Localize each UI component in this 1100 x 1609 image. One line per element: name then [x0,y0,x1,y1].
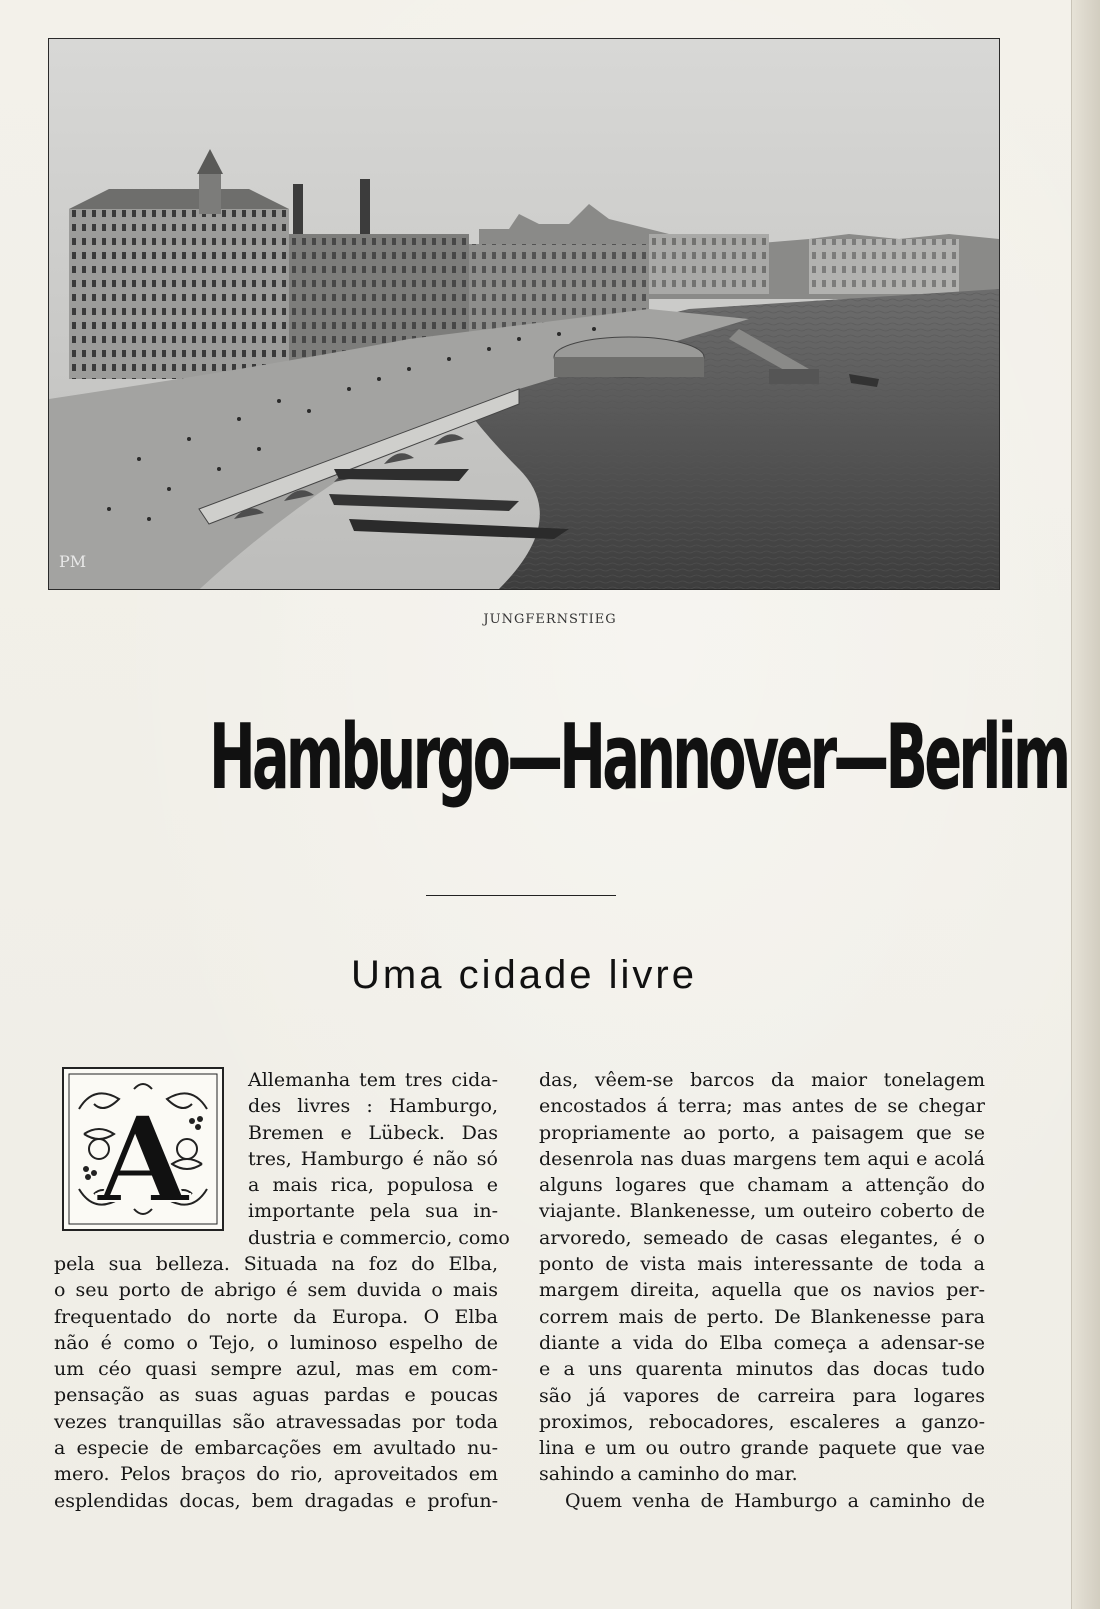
text-line: desenrola nas duas margens tem aqui e acolá [539,1147,985,1170]
ornamental-dropcap [62,1067,224,1231]
text-line: Allemanha tem tres cida- [248,1069,498,1091]
jungfernstieg-photo [48,38,1000,590]
text-line: viajante. Blankenesse, um outeiro coberto de [539,1200,985,1223]
text-line: frequentado do norte da Europa. O Elba [54,1305,498,1328]
article-title [209,705,1068,810]
text-line: propriamente ao porto, a paisagem que se [539,1121,985,1144]
text-line: sahindo a caminho do mar. [539,1463,798,1486]
paragraph-start-line: Quem venha de Hamburgo a caminho de [565,1489,985,1512]
dropcap-letter: A [97,1090,189,1229]
title-separator: — [833,705,886,810]
text-line: encostados á terra; mas antes de se chegar [539,1095,985,1118]
facing-page-edge [1071,0,1100,1609]
left-column-top-text [248,1067,510,1251]
text-line: a mais rica, populosa e [248,1174,498,1197]
text-line: Bremen e Lübeck. Das [248,1121,498,1144]
text-line: mero. Pelos braços do rio, aproveitados em [54,1463,498,1486]
text-line: a especie de embarcações em avultado nu- [54,1437,498,1460]
text-line: dustria e commercio, como [248,1226,510,1249]
title-separator: — [507,705,560,810]
right-column-text [539,1067,985,1514]
text-line: um céo quasi sempre azul, mas em com- [54,1358,498,1381]
text-line: ponto de vista mais interessante de toda a [539,1253,985,1276]
text-line: o seu porto de abrigo é sem duvida o mais [54,1279,498,1302]
text-line: esplendidas docas, bem dragadas e profun- [54,1489,498,1512]
text-line: não é como o Tejo, o luminoso espelho de [54,1331,498,1354]
text-line: vezes tranquillas são atravessadas por toda [54,1410,498,1433]
text-line: lina e um ou outro grande paquete que vae [539,1437,985,1460]
text-line: alguns logares que chamam a attenção do [539,1174,985,1197]
text-line: são já vapores de carreira para logares [539,1384,985,1407]
text-line: arvoredo, semeado de casas elegantes, é o [539,1226,985,1249]
text-line: e a uns quarenta minutos das docas tudo [539,1358,985,1381]
title-hannover: Hannover [559,705,834,810]
text-line: des livres : Hamburgo, [248,1095,498,1118]
title-hamburgo: Hamburgo [209,705,508,810]
photo-caption: JUNGFERNSTIEG [483,612,617,627]
photographer-monogram: PM [59,552,87,571]
title-berlim: Berlim [885,705,1068,810]
left-column-bottom-text [54,1251,498,1514]
text-line: importante pela sua in- [248,1200,498,1223]
text-line: tres, Hamburgo é não só [248,1147,498,1170]
text-line: proximos, rebocadores, escaleres a ganzo- [539,1410,985,1433]
text-line: margem direita, aquella que os navios per- [539,1279,985,1302]
text-line: correm mais de perto. De Blankenesse para [539,1305,985,1328]
text-line: pensação as suas aguas pardas e poucas [54,1384,498,1407]
text-line: das, vêem-se barcos da maior tonelagem [539,1069,985,1091]
text-line: pela sua belleza. Situada na foz do Elba, [54,1253,498,1275]
title-divider [426,895,616,896]
text-line: diante a vida do Elba começa a adensar-se [539,1331,985,1354]
article-subtitle: Uma cidade livre [351,953,697,997]
